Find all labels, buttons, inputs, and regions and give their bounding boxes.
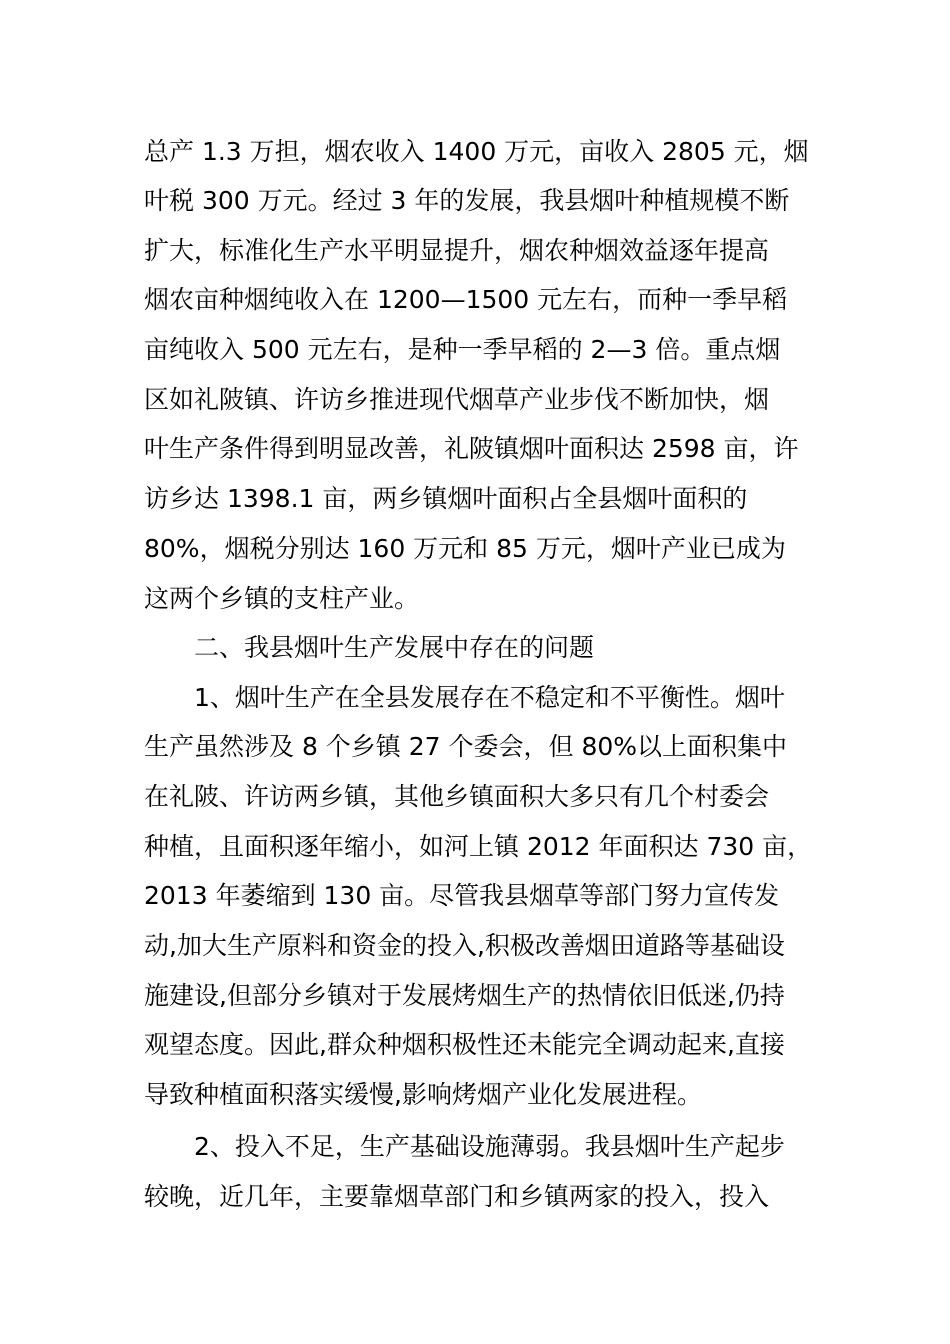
paragraph-line: 叶税 300 万元。经过 3 年的发展，我县烟叶种植规模不断 xyxy=(144,186,790,215)
paragraph-line: 种植，且面积逐年缩小，如河上镇 2012 年面积达 730 亩， xyxy=(144,832,813,861)
paragraph-line: 较晚，近几年，主要靠烟草部门和乡镇两家的投入，投入 xyxy=(144,1182,770,1211)
paragraph-line: 2013 年萎缩到 130 亩。尽管我县烟草等部门努力宣传发 xyxy=(144,881,780,910)
paragraph-line: 导致种植面积落实缓慢,影响烤烟产业化发展进程。 xyxy=(144,1080,702,1109)
paragraph-line: 烟农亩种烟纯收入在 1200—1500 元左右，而种一季早稻 xyxy=(144,285,788,314)
paragraph-line: 施建设,但部分乡镇对于发展烤烟生产的热情依旧低迷,仍持 xyxy=(144,981,785,1010)
paragraph-line: 亩纯收入 500 元左右，是种一季早稻的 2—3 倍。重点烟 xyxy=(144,335,781,364)
paragraph-line: 区如礼陂镇、许访乡推进现代烟草产业步伐不断加快，烟 xyxy=(144,385,770,414)
paragraph-line: 访乡达 1398.1 亩，两乡镇烟叶面积占全县烟叶面积的 xyxy=(144,484,748,513)
paragraph-line: 扩大，标准化生产水平明显提升，烟农种烟效益逐年提高 xyxy=(144,236,770,265)
paragraph-line: 总产 1.3 万担，烟农收入 1400 万元，亩收入 2805 元，烟 xyxy=(144,137,809,166)
paragraph-line: 叶生产条件得到明显改善，礼陂镇烟叶面积达 2598 亩，许 xyxy=(144,434,799,463)
paragraph-line: 1、烟叶生产在全县发展存在不稳定和不平衡性。烟叶 xyxy=(194,683,785,712)
section-heading: 二、我县烟叶生产发展中存在的问题 xyxy=(194,633,595,662)
paragraph-line: 观望态度。因此,群众种烟积极性还未能完全调动起来,直接 xyxy=(144,1030,785,1059)
paragraph-line: 这两个乡镇的支柱产业。 xyxy=(144,584,420,613)
paragraph-line: 生产虽然涉及 8 个乡镇 27 个委会，但 80%以上面积集中 xyxy=(144,732,788,761)
paragraph-line: 80%，烟税分别达 160 万元和 85 万元，烟叶产业已成为 xyxy=(144,534,786,563)
paragraph-line: 2、投入不足，生产基础设施薄弱。我县烟叶生产起步 xyxy=(194,1132,785,1161)
paragraph-line: 动,加大生产原料和资金的投入,积极改善烟田道路等基础设 xyxy=(144,931,785,960)
paragraph-line: 在礼陂、许访两乡镇，其他乡镇面积大多只有几个村委会 xyxy=(144,782,770,811)
